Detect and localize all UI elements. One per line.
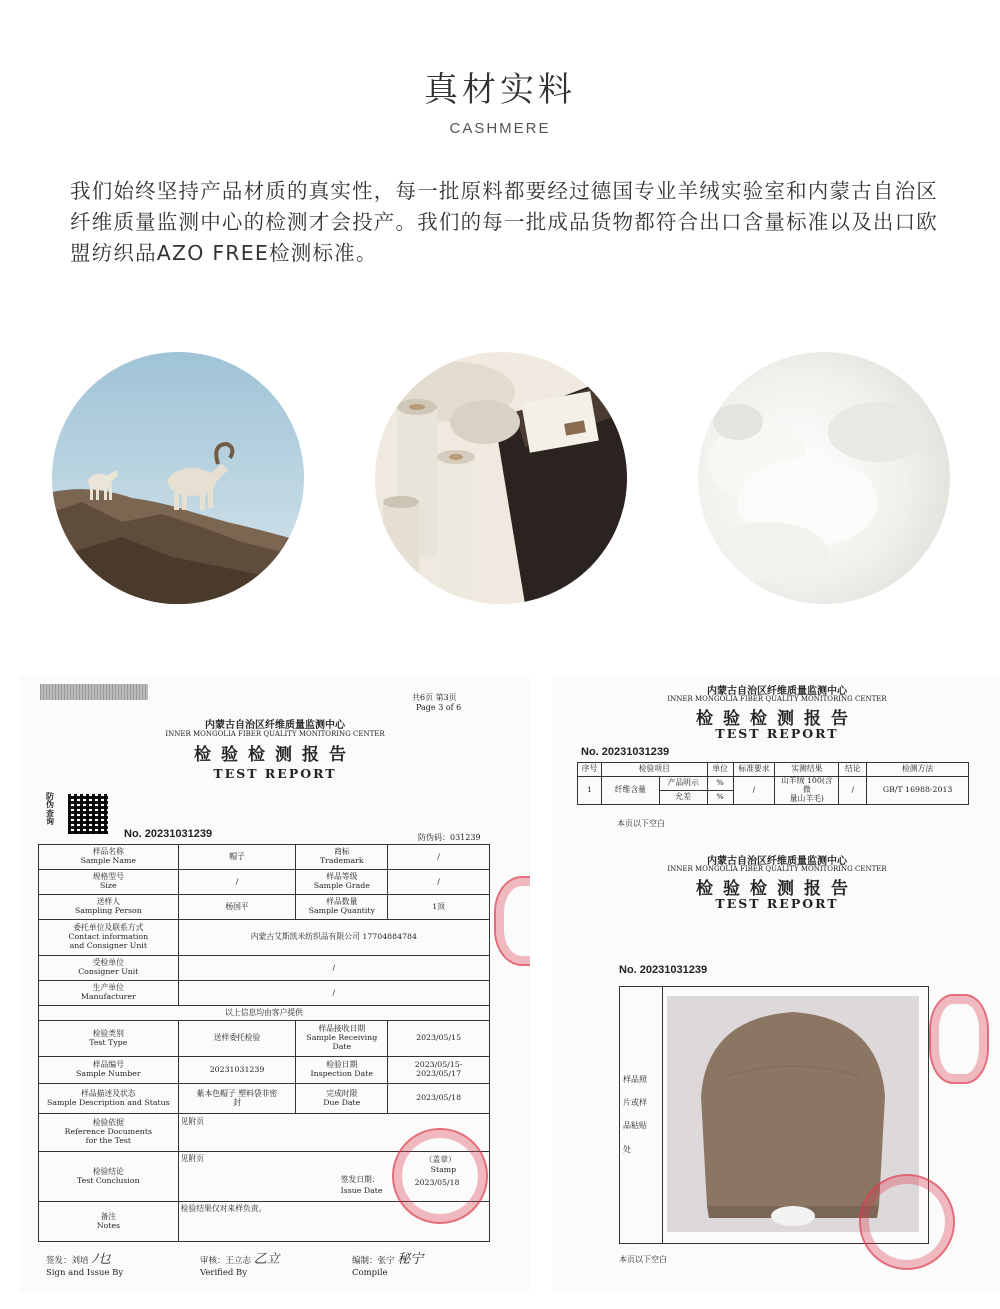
report-number-2: No. 20231031239 — [619, 964, 708, 976]
unit: % — [707, 777, 733, 791]
requirement: / — [733, 777, 775, 805]
cell-value: / — [178, 870, 296, 895]
report-number: No. 20231031239 — [581, 746, 670, 758]
unit: % — [707, 791, 733, 805]
result: 山羊绒 100(含微 量山羊毛) — [775, 777, 839, 805]
qr-code-icon — [68, 794, 108, 834]
cell-value: 帽子 — [178, 845, 296, 870]
col-header: 序号 — [578, 763, 602, 777]
org-name-en: INNER MONGOLIA FIBER QUALITY MONITORING CENTER — [667, 695, 887, 703]
cell-label: 备注 Notes — [39, 1202, 179, 1242]
signer-compile: 编制：张宁 秘宁 Compile — [352, 1252, 424, 1279]
report-title-cn: 检验检测报告 — [696, 709, 858, 729]
issue-date-label-en: Issue Date — [340, 1186, 383, 1195]
cell-label: 完成时限 Due Date — [296, 1084, 388, 1114]
org-name-cn: 内蒙古自治区纤维质量监测中心 — [205, 720, 345, 731]
cell-value: 检验结果仅对来样负责。 — [178, 1202, 489, 1242]
col-header: 结论 — [839, 763, 867, 777]
page-subtitle: CASHMERE — [449, 120, 551, 137]
cell-value: 2023/05/18 — [388, 1084, 490, 1114]
signer-verify: 审核：王立志 乙立 Verified By — [200, 1252, 280, 1279]
col-header: 标准要求 — [733, 763, 775, 777]
cell-label: 生产单位 Manufacturer — [39, 981, 179, 1006]
cell-label: 受检单位 Consigner Unit — [39, 956, 179, 981]
stamp-label-cn: （盖章） — [424, 1155, 456, 1164]
cell-label: 样品等级 Sample Grade — [296, 870, 388, 895]
test-item: 纤维含量 — [601, 777, 659, 805]
photo-label: 样品照片或样品粘贴处 — [623, 1075, 647, 1154]
issue-date-value: 2023/05/18 — [414, 1178, 460, 1187]
sub-item: 允差 — [659, 791, 707, 805]
report-title-en: TEST REPORT — [715, 726, 839, 741]
cell-label: 样品描述及状态 Sample Description and Status — [39, 1084, 179, 1114]
report-title-cn-2: 检验检测报告 — [696, 879, 858, 899]
cell-label: 委托单位及联系方式 Contact information and Consigner Unit — [39, 920, 179, 956]
cell-value: 2023/05/15- 2023/05/17 — [388, 1057, 490, 1084]
report-title-en: TEST REPORT — [213, 766, 337, 781]
col-header: 实测结果 — [775, 763, 839, 777]
cell-value: / — [178, 956, 489, 981]
cashmere-fiber-photo — [698, 352, 950, 604]
cell-value: 2023/05/15 — [388, 1021, 490, 1057]
col-header: 检验项目 — [601, 763, 707, 777]
cell-value: 1顶 — [388, 895, 490, 920]
sub-item: 产品明示 — [659, 777, 707, 791]
col-header: 单位 — [707, 763, 733, 777]
blank-below-note: 本页以下空白 — [617, 819, 665, 828]
cell-label: 规格型号 Size — [39, 870, 179, 895]
page-title: 真材实料 — [424, 70, 576, 110]
row-number: 1 — [578, 777, 602, 805]
cell-label: 样品数量 Sample Quantity — [296, 895, 388, 920]
anti-fake-label: 防伪查询 — [46, 791, 54, 827]
results-table — [577, 762, 969, 805]
org-name-en-2: INNER MONGOLIA FIBER QUALITY MONITORING CENTER — [667, 865, 887, 873]
report-title-en-2: TEST REPORT — [715, 896, 839, 911]
yarn-photo — [375, 352, 627, 604]
org-name-cn: 内蒙古自治区纤维质量监测中心 — [707, 686, 847, 697]
cell-value: 20231031239 — [178, 1057, 296, 1084]
conclusion-text: 见附页 — [180, 1154, 205, 1163]
official-seal-stamp — [859, 1174, 955, 1270]
signer-issue: 签发：刘培 ﾉ乜 Sign and Issue By — [46, 1252, 124, 1279]
partial-seal-stamp — [929, 994, 989, 1084]
cell-label: 样品接收日期 Sample Receiving Date — [296, 1021, 388, 1057]
cell-label: 检验日期 Inspection Date — [296, 1057, 388, 1084]
cell-value: / — [388, 845, 490, 870]
redacted-band — [40, 684, 148, 700]
cell-label: 样品名称 Sample Name — [39, 845, 179, 870]
issue-date-label-cn: 签发日期： — [340, 1175, 380, 1184]
client-note: 以上信息均由客户提供 — [39, 1006, 490, 1021]
anti-fake-code: 防伪码：031239 — [418, 833, 481, 842]
cell-label: 检验依据 Reference Documents for the Test — [39, 1114, 179, 1152]
cell-label: 样品编号 Sample Number — [39, 1057, 179, 1084]
cell-label: 送样人 Sampling Person — [39, 895, 179, 920]
cell-label: 检验类别 Test Type — [39, 1021, 179, 1057]
goat-photo — [52, 352, 304, 604]
cell-value: 内蒙古艾斯凯米纺织品有限公司 17704884784 — [178, 920, 489, 956]
official-seal-stamp — [392, 1128, 488, 1224]
page-count-cn: 共6页 第3页 — [412, 693, 457, 702]
col-header: 检测方法 — [867, 763, 969, 777]
cell-label: 检验结论 Test Conclusion — [39, 1152, 179, 1202]
org-name-en: INNER MONGOLIA FIBER QUALITY MONITORING CENTER — [165, 730, 385, 738]
cell-value: 见附页 — [178, 1114, 489, 1152]
conclusion: / — [839, 777, 867, 805]
test-report-results-page — [553, 676, 1000, 1292]
cell-value: / — [178, 981, 489, 1006]
cell-label: 商标 Trademark — [296, 845, 388, 870]
report-title-cn: 检验检测报告 — [194, 745, 356, 765]
page-count-en: Page 3 of 6 — [416, 703, 462, 712]
method: GB/T 16988-2013 — [867, 777, 969, 805]
test-report-page-3 — [20, 676, 530, 1292]
partial-seal-stamp — [494, 876, 530, 966]
blank-below-note-2: 本页以下空白 — [619, 1255, 667, 1264]
report-number: No. 20231031239 — [124, 828, 213, 840]
cell-value: 紫本色帽子 塑料袋非密 封 — [178, 1084, 296, 1114]
cell-value: 送样委托检验 — [178, 1021, 296, 1057]
cell-value: 杨国平 — [178, 895, 296, 920]
intro-paragraph: 我们始终坚持产品材质的真实性，每一批原料都要经过德国专业羊绒实验室和内蒙古自治区纤维质量监测中心的检测才会投产。我们的每一批成品货物都符合出口含量标准以及出口欧盟纺织品AZO FREE检测标准。 — [70, 179, 938, 265]
cell-value: / — [388, 870, 490, 895]
org-name-cn-2: 内蒙古自治区纤维质量监测中心 — [707, 856, 847, 867]
stamp-label-en: Stamp — [430, 1165, 457, 1174]
